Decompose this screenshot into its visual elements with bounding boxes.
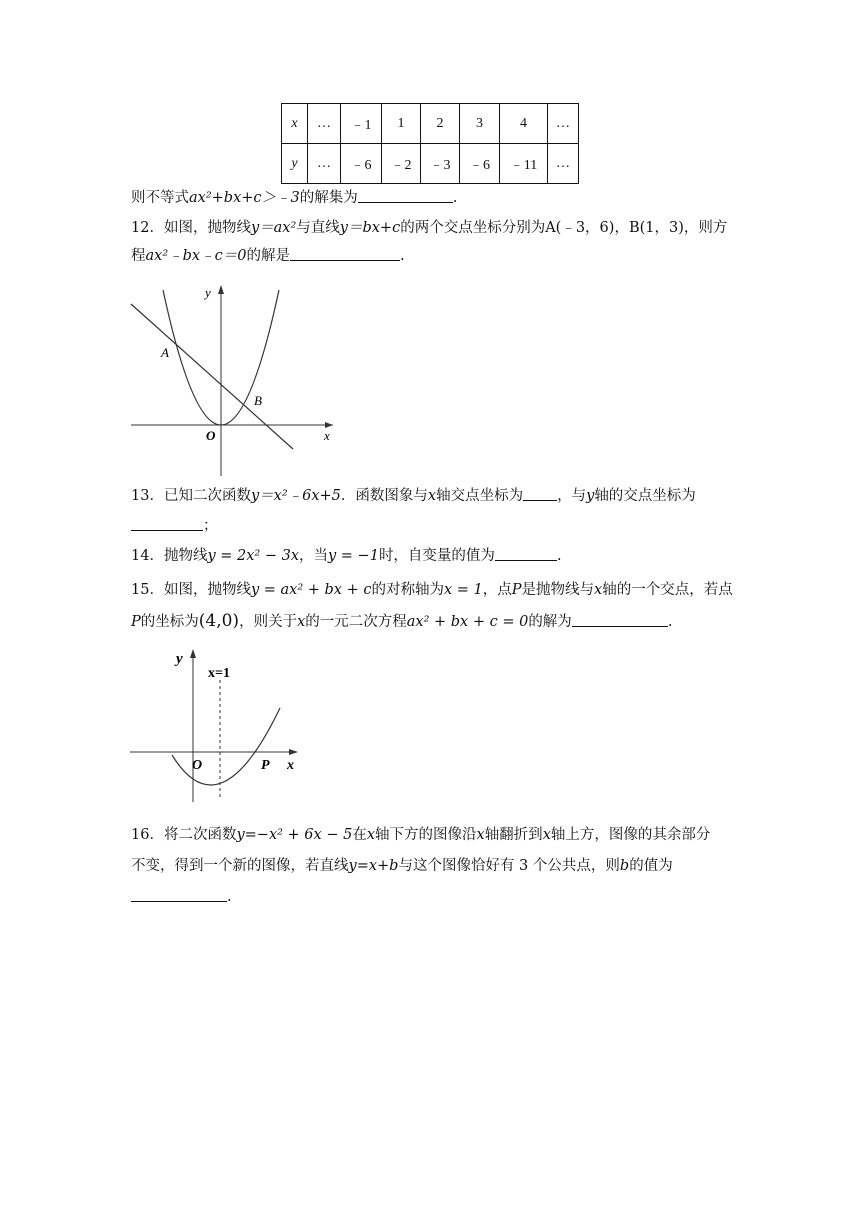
table-cell: 4 [500,104,548,144]
point-p-label: P [261,758,270,773]
table-cell: ﹣11 [500,144,548,184]
y-label: y [176,651,183,667]
table-cell: x [282,104,308,144]
answer-blank[interactable] [495,546,557,561]
table-cell: ﹣1 [341,104,382,144]
q13-line1: 13．已知二次函数y＝x²﹣6x+5．函数图象与x轴交点坐标为 ，与y轴的交点坐标为 [131,488,696,504]
q11-expr: ax²+bx+c＞﹣3 [189,190,300,206]
table-row-y [282,144,579,184]
table-cell: … [308,144,341,184]
table-cell: 1 [382,104,421,144]
parabola-curve [172,708,280,785]
x-axis-arrow-icon [289,749,298,755]
x-label: x [324,428,330,443]
point-b-label: B [254,393,262,408]
answer-blank[interactable] [131,516,203,531]
table-row-x [282,104,579,144]
q16-line2: 不变，得到一个新的图像，若直线y=x+b与这个图像恰好有 3 个公共点，则b的值为 [131,858,673,874]
table-cell: ﹣6 [460,144,500,184]
answer-blank[interactable] [523,486,557,501]
q15-line2: P的坐标为(4,0)，则关于x的一元二次方程ax² + bx + c = 0的解为 . [131,611,673,631]
q12-line2: 程ax²﹣bx﹣c＝0的解是 . [131,248,405,264]
q16-line3: . [131,887,232,907]
point-a-label: A [161,345,169,360]
table-cell: ﹣3 [421,144,460,184]
x-label: x [287,758,294,773]
table-cell: … [548,144,579,184]
table-cell: ﹣2 [382,144,421,184]
q13-line2: ； [131,516,218,536]
origin-label: O [192,758,203,773]
answer-blank[interactable] [358,188,453,203]
origin-label: O [206,428,216,443]
q11-line: 则不等式ax²+bx+c＞﹣3的解集为 . [131,190,458,206]
answer-blank[interactable] [572,612,668,627]
value-table [281,103,579,184]
symmetry-axis-label: x=1 [208,666,230,681]
q12-line1: 12．如图，抛物线y＝ax²与直线y＝bx+c的两个交点坐标分别为A(﹣3，6)，B(1，3)，则方 [131,220,728,236]
table-cell: ﹣6 [341,144,382,184]
y-label: y [205,285,211,300]
table-cell: 3 [460,104,500,144]
q16-line1: 16．将二次函数y=−x² + 6x − 5在x轴下方的图像沿x轴翻折到x轴上方，图像的其余部分 [131,827,711,843]
table-cell: … [308,104,341,144]
answer-blank[interactable] [290,246,400,261]
table-cell: … [548,104,579,144]
answer-blank[interactable] [131,887,227,902]
y-axis-arrow-icon [190,649,196,658]
q15-graph [128,645,303,805]
table-cell: y [282,144,308,184]
y-axis-arrow-icon [218,285,224,294]
table-cell: 2 [421,104,460,144]
q12-graph [128,282,338,478]
q15-line1: 15．如图，抛物线y = ax² + bx + c的对称轴为x = 1，点P是抛物线与x轴的一个交点，若点 [131,582,733,598]
q14-line: 14．抛物线y = 2x² − 3x，当y = −1时，自变量的值为 . [131,548,562,564]
